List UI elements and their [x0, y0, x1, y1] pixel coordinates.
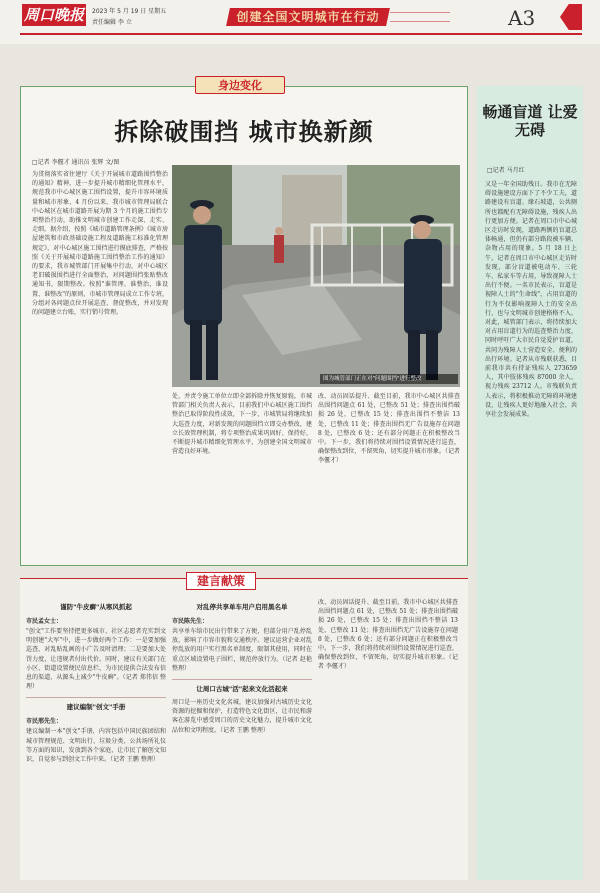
photo-caption: 图为城管部门正在对"问题围挡"进行整改 — [320, 374, 458, 384]
campaign-banner — [226, 8, 390, 26]
suggestion-title: 谨防"牛皮癣"从寒风抓起 — [60, 603, 132, 611]
suggestion-author: 市民孟女士： — [26, 618, 63, 625]
suggestion-text: 共享单车给市民出行带来了方便，但部分用户乱停乱放，影响了市容市貌和交通秩序。建议运营企业对乱停乱放的用户实行黑名单制度，限制其使用，同时在重点区域设置电子围栏，规范停放行为。（记者 赵艳 整理） — [172, 628, 312, 672]
feature-column-1: 为贯彻落实省住建厅《关于开展城市道路围挡整治的通知》精神，进一步提升城市精细化管理水平，规范我市中心城区施工围挡设置，提升市容环境质量和城市形象，4 月份以来，我市城市管理局联合中心城区在城市道路开展为期 3 个月的施工围挡专项整治行动，助推文明城市创建工作走深、走实、走细。据介绍，按照《城市道路管理条例》《城市房屋建筑和市政基础设施工程及道路施工标准化管理规定》，对中心城区施工围挡进行摸底排查，严格按照《关于开展城市道路施工围挡整治工作的通知》的要求，我市城管部门开展集中行动，对中心城区老旧破损围挡进行全面整治，对问题围挡张贴整改通知书，限期整改。按照"谁管理、谁整治，谁设置、谁整改"的原则，市城市管理局成立工作专班，分组对各问题点位开展巡查、督促整改，并对发现的问题建立台账，实行销号管理。 — [32, 171, 168, 317]
masthead — [0, 0, 600, 44]
page-tab-arrow-icon — [560, 4, 582, 30]
feature-column-2: 处，并责令施工单位立即全部拆除并恢复原貌。市城管部门相关负责人表示，目前我们中心城区施工围挡整治已取得阶段性成效，下一步，市城管局将继续加大巡查力度，对新发现的问题围挡立即交办整改，建立长效管理机制，将专项整治成果巩固好、保持好，不断提升城市精细化管理水平，为创建全国文明城市营造良好环境。 — [172, 393, 312, 456]
suggestion-text: 建议编制一本"创文"手册，内容包括中国民族团结和城市管理规范、文明出行、垃圾分类、公共场所礼仪等方面的知识，发放到各个家庭，让市民了解创文知识，自觉参与到创文工作中来。（记者 王鹏 整理） — [26, 728, 166, 764]
feature-byline: □记者 李偃才 通讯员 张辉 文/图 — [32, 159, 120, 166]
suggestion-text: 周口是一座历史文化名城，建议加强对古城历史文化资源的挖掘和保护，打造特色文化街区，让市民和游客在游览中感受周口的历史文化魅力，提升城市文化品位和文明程度。（记者 王鹏 整理） — [172, 699, 312, 734]
photo-scene-icon — [172, 165, 460, 387]
masthead-divider — [20, 33, 582, 35]
page-number: A3 — [508, 6, 536, 30]
suggestion-column-1 — [26, 598, 166, 873]
feature-photo — [172, 165, 460, 387]
banner-decoration — [390, 12, 450, 22]
suggestion-author: 市民陈先生： — [172, 618, 209, 625]
page-title: 拆除破围挡 城市换新颜 — [114, 118, 374, 146]
suggestion-text-continued: 改、动员固话提升、截至目前，我市中心城区共排查出围挡问题点 61 处，已整改 51 处；排查出围挡破损 26 处，已整改 15 处；排查出围挡不整洁 13 处，已整改 11 处；排查出围挡无广告设施存在问题 8 处，已整改 6 处；还有部分问题正在积极整改当中。下一步，我们将持续对围挡设置情况进行巡查，确保整改到位，不留死角，切实提升城市形象。（记者 李偃才） — [318, 599, 458, 671]
suggestion-text: "创文"工作要坚持把更多城市、社区志愿者充实到文明创建"大军"中，进一步做好两个工作：一是要加强巡查，对乱贴乱画的小广告及时清理；二是要加大处罚力度，让违规者付出代价。同时，建议有关部门在小区、街道设置便民信息栏，为市民提供合法发布信息的渠道，从源头上减少"牛皮癣"。（记者 郑伟信 整理） — [26, 628, 166, 691]
issue-date: 2023 年 5 月 19 日 星期五 — [92, 8, 167, 15]
divider — [172, 679, 312, 680]
suggestion-column-3 — [318, 598, 458, 873]
responsible-editor: 责任编辑 李 立 — [92, 19, 132, 26]
suggestion-author: 市民邢先生： — [26, 718, 63, 726]
newspaper-logo: 周口晚报 — [23, 6, 84, 24]
divider — [26, 697, 166, 698]
sidebar-byline: □记者 马月红 — [487, 167, 525, 174]
suggestion-title: 对乱停共享单车用户启用黑名单 — [196, 603, 288, 611]
feature-column-3: 改、动员固话提升、截至目前，我市中心城区共排查出围挡问题点 61 处，已整改 51 处；排查出围挡破损 26 处，已整改 15 处；排查出围挡不整洁 13 处，已整改 11 处；排查出围挡无广告设施存在问题 8 处，已整改 6 处；还有部分问题正在积极整改当中。下一步，我们将持续对围挡设置情况进行巡查，确保整改到位，不留死角，切实提升城市形象。（记者 李偃才） — [318, 393, 460, 465]
suggestion-title: 建议编制"创文"手册 — [66, 703, 126, 712]
suggestion-column-2 — [172, 598, 312, 873]
section-tag-suggestions: 建言献策 — [186, 572, 256, 590]
suggestion-title: 让周口古城"活"起来文化活起来 — [196, 685, 288, 694]
campaign-banner-text: 创建全国文明城市在行动 — [236, 10, 380, 24]
section-tag-changes: 身边变化 — [195, 76, 285, 94]
sidebar-article-text: 又是一年全国助残日。我市在无障碍设施建设方面下了不少工夫，道路建设有盲道、缘石坡道，公共厕所也都配有无障碍设施，残疾人出行更加方便。记者在周口市中心城区走访时发现，道路两侧的盲道总体畅通，但仍有部分路段被车辆、杂物占用的现象。5 月 18 日上午，记者在周口市中心城区走访时发现，部分盲道被电动车、三轮车、私家车等占用，导致视障人士出行不便。一名市民表示，盲道是视障人士的"生命线"，占用盲道的行为不仅影响视障人士的安全出行，也与文明城市创建格格不入。对此，城管部门表示，将持续加大对占用盲道行为的巡查整治力度，同时呼吁广大市民自觉爱护盲道，共同为残障人士营造安全、便利的出行环境。记者从市残联获悉，目前我市共有持证残疾人 273659 人，其中肢体残疾 87000 余人，视力残疾 23712 人。市残联负责人表示，将积极推动无障碍环境建设，让残疾人更好地融入社会，共享社会发展成果。 — [485, 181, 577, 419]
sidebar-headline: 畅通盲道 让爱无碍 — [482, 103, 578, 139]
